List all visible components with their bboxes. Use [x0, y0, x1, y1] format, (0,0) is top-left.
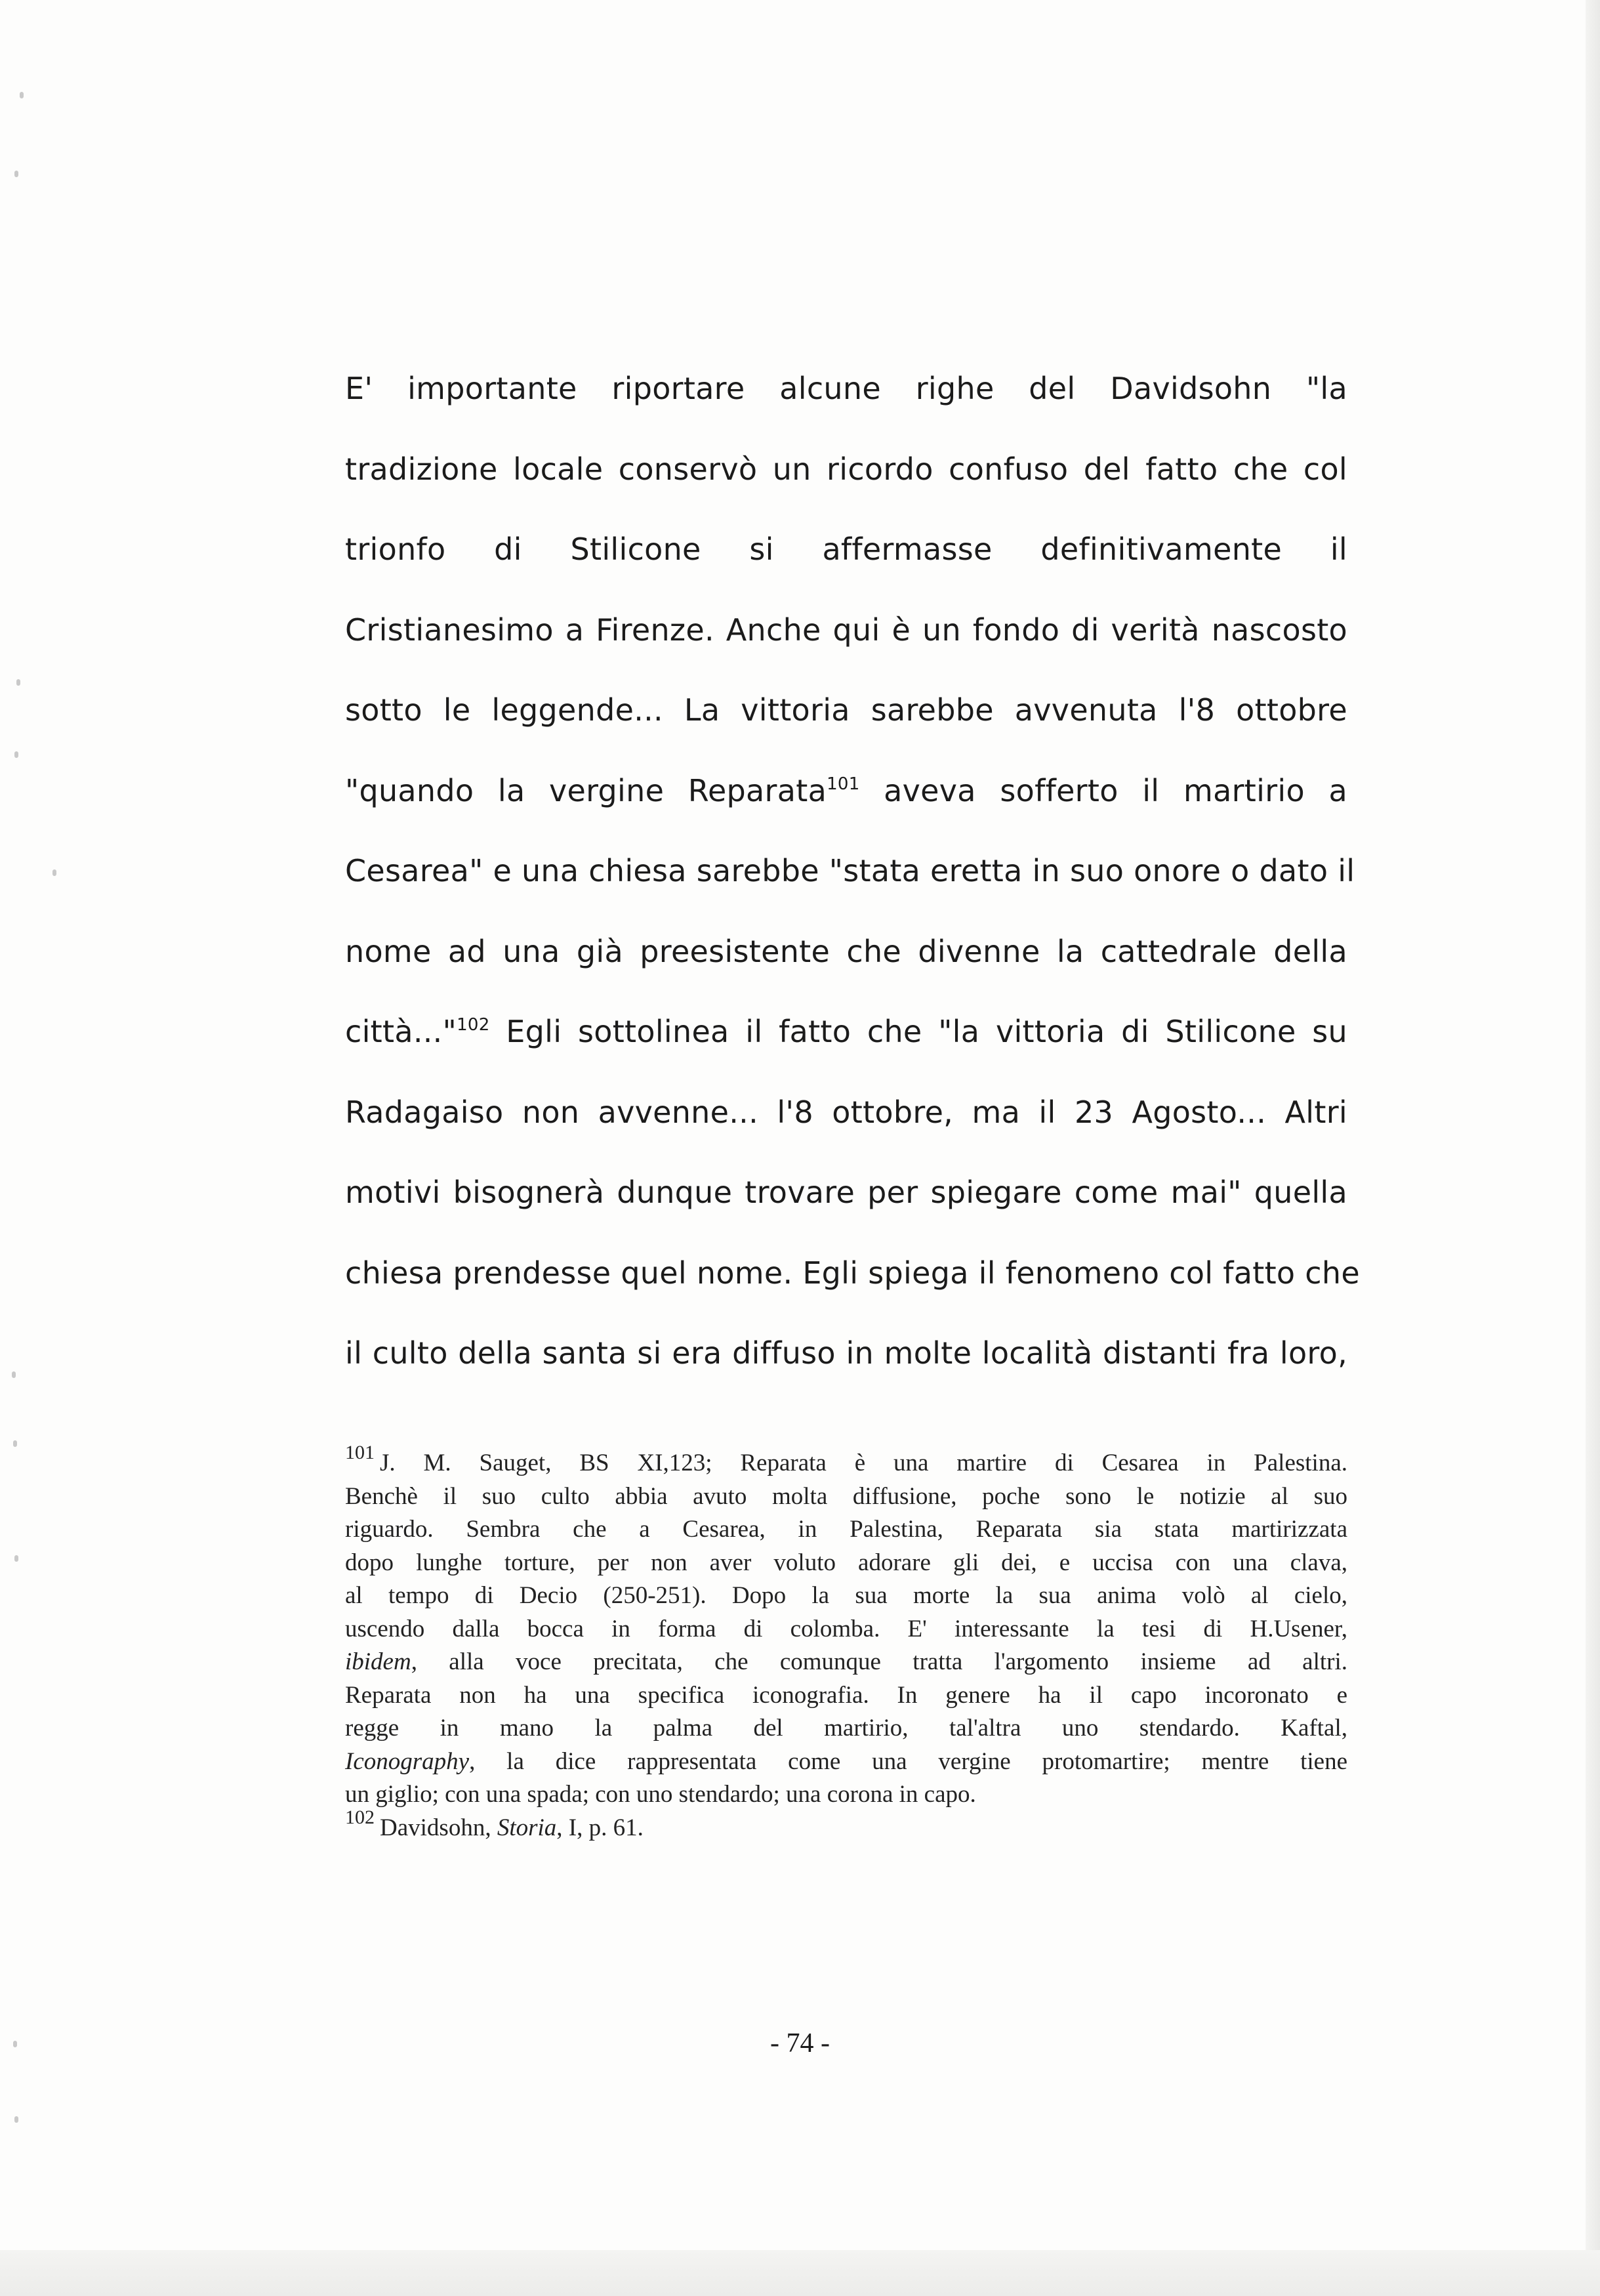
footnote-number: 102 [345, 1806, 375, 1828]
footnote-line: al tempo di Decio (250-251). Dopo la sua morte la sua anima volò al cielo, [345, 1582, 1347, 1609]
body-line-part: aveva sofferto il martirio a [859, 772, 1347, 808]
footnote-italic: ibidem [345, 1648, 411, 1675]
body-line: nome ad una già preesistente che divenne la cattedrale della [345, 933, 1347, 969]
footnote-text: , I, p. 61. [556, 1814, 644, 1841]
scan-speck [14, 751, 18, 758]
body-line: sotto le leggende... La vittoria sarebbe avvenuta l'8 ottobre [345, 692, 1347, 728]
footnotes [345, 1442, 1347, 1845]
body-line: chiesa prendesse quel nome. Egli spiega il fenomeno col fatto che [345, 1255, 1360, 1291]
body-line-part: Egli sottolinea il fatto che "la vittoria di Stilicone su [489, 1014, 1347, 1049]
footnote-text: Davidsohn, [380, 1814, 497, 1841]
body-line: E' importante riportare alcune righe del Davidsohn "la [345, 371, 1347, 406]
footnote-number: 101 [345, 1442, 375, 1463]
body-line: Cristianesimo a Firenze. Anche qui è un fondo di verità nascosto [345, 612, 1347, 648]
footnote-italic: Storia [497, 1814, 557, 1841]
scan-speck [14, 1555, 18, 1562]
body-line: Cesarea" e una chiesa sarebbe "stata eretta in suo onore o dato il [345, 853, 1355, 888]
footnote-line [345, 1745, 1347, 1779]
body-line: trionfo di Stilicone si affermasse definitivamente il [345, 532, 1347, 567]
footnote-line: riguardo. Sembra che a Cesarea, in Palestina, Reparata sia stata martirizzata [345, 1516, 1347, 1543]
footnote-ref-102: 102 [457, 1015, 490, 1035]
footnote-line: regge in mano la palma del martirio, tal'altra uno stendardo. Kaftal, [345, 1715, 1347, 1742]
footnote-italic: Iconography [345, 1747, 470, 1775]
body-line [345, 770, 1347, 850]
scan-speck [16, 679, 20, 686]
scan-speck [12, 1371, 16, 1378]
footnote-line [345, 1646, 1347, 1679]
footnote-text: , alla voce precitata, che comunque tratta l'argomento insieme ad altri. [411, 1648, 1347, 1675]
body-line [345, 1011, 1347, 1091]
page-edge-right [1586, 0, 1600, 2296]
footnote-101 [345, 1442, 1347, 1480]
footnote-line: dopo lunghe torture, per non aver voluto adorare gli dei, e uccisa con una clava, [345, 1549, 1347, 1576]
page-edge-bottom [0, 2250, 1600, 2296]
footnote-line: un giglio; con una spada; con uno stendardo; una corona in capo. [345, 1781, 976, 1808]
footnote-line: uscendo dalla bocca in forma di colomba. E' interessante la tesi di H.Usener, [345, 1615, 1347, 1642]
body-line: tradizione locale conservò un ricordo confuso del fatto che col [345, 451, 1347, 487]
footnote-text: J. M. Sauget, BS XI,123; Reparata è una martire di Cesarea in Palestina. [380, 1450, 1347, 1476]
footnote-ref-101: 101 [827, 774, 860, 794]
scan-speck [20, 92, 24, 98]
body-text [345, 367, 1360, 1413]
body-line-part: città..." [345, 1014, 457, 1049]
page-number: - 74 - [770, 2028, 830, 2058]
footnote-text: , la dice rappresentata come una vergine protomartire; mentre tiene [469, 1747, 1347, 1775]
scan-speck [13, 1440, 17, 1447]
body-line: motivi bisognerà dunque trovare per spiegare come mai" quella [345, 1175, 1347, 1210]
footnote-line: Reparata non ha una specifica iconografia. In genere ha il capo incoronato e [345, 1681, 1347, 1709]
footnote-102 [345, 1806, 1347, 1845]
scan-speck [52, 869, 56, 876]
body-line-part: "quando la vergine Reparata [345, 772, 827, 808]
body-line: il culto della santa si era diffuso in molte località distanti fra loro, [345, 1335, 1347, 1371]
scan-speck [14, 2116, 18, 2123]
body-line: Radagaiso non avvenne... l'8 ottobre, ma il 23 Agosto... Altri [345, 1094, 1347, 1130]
footnote-line: Benchè il suo culto abbia avuto molta diffusione, poche sono le notizie al suo [345, 1482, 1347, 1510]
scan-speck [14, 171, 18, 177]
